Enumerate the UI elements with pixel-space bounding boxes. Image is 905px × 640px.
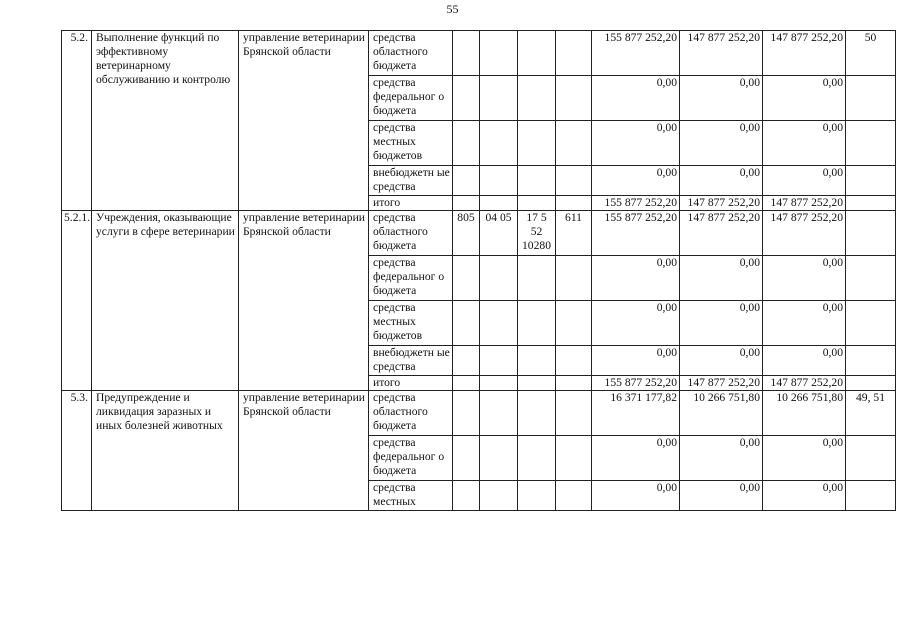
funding-source: средства местных xyxy=(369,481,453,511)
code-csr: 17 5 52 10280 xyxy=(518,211,556,256)
code-csr xyxy=(518,301,556,346)
table-row xyxy=(62,391,896,436)
amount-year-1: 0,00 xyxy=(592,76,680,121)
executor: управление ветеринарии Брянской области xyxy=(239,31,369,211)
amount-year-3: 147 877 252,20 xyxy=(763,196,846,211)
indicator-ref xyxy=(846,301,896,346)
code-grbs xyxy=(453,121,480,166)
amount-year-2: 0,00 xyxy=(680,346,763,376)
code-vr xyxy=(556,346,592,376)
amount-year-1: 0,00 xyxy=(592,481,680,511)
funding-source: внебюджетн ые средства xyxy=(369,346,453,376)
code-csr xyxy=(518,166,556,196)
code-rzpr xyxy=(480,301,518,346)
code-grbs xyxy=(453,166,480,196)
code-csr xyxy=(518,256,556,301)
amount-year-3: 0,00 xyxy=(763,436,846,481)
indicator-ref: 50 xyxy=(846,31,896,76)
amount-year-2: 147 877 252,20 xyxy=(680,196,763,211)
indicator-ref xyxy=(846,166,896,196)
code-vr xyxy=(556,256,592,301)
executor: управление ветеринарии Брянской области xyxy=(239,391,369,511)
code-grbs xyxy=(453,376,480,391)
code-csr xyxy=(518,121,556,166)
executor: управление ветеринарии Брянской области xyxy=(239,211,369,391)
code-vr xyxy=(556,376,592,391)
amount-year-1: 155 877 252,20 xyxy=(592,31,680,76)
amount-year-2: 0,00 xyxy=(680,256,763,301)
code-rzpr xyxy=(480,196,518,211)
indicator-ref xyxy=(846,196,896,211)
indicator-ref xyxy=(846,376,896,391)
funding-source: итого xyxy=(369,376,453,391)
amount-year-1: 0,00 xyxy=(592,121,680,166)
funding-source: средства федеральног о бюджета xyxy=(369,436,453,481)
amount-year-3: 0,00 xyxy=(763,346,846,376)
code-grbs xyxy=(453,76,480,121)
amount-year-3: 147 877 252,20 xyxy=(763,211,846,256)
code-rzpr xyxy=(480,346,518,376)
amount-year-3: 0,00 xyxy=(763,256,846,301)
funding-source: средства федеральног о бюджета xyxy=(369,76,453,121)
code-vr xyxy=(556,391,592,436)
amount-year-1: 0,00 xyxy=(592,436,680,481)
indicator-ref xyxy=(846,436,896,481)
amount-year-1: 16 371 177,82 xyxy=(592,391,680,436)
code-grbs: 805 xyxy=(453,211,480,256)
amount-year-2: 0,00 xyxy=(680,166,763,196)
code-csr xyxy=(518,31,556,76)
amount-year-2: 10 266 751,80 xyxy=(680,391,763,436)
code-csr xyxy=(518,391,556,436)
page-number: 55 xyxy=(446,2,459,16)
amount-year-3: 0,00 xyxy=(763,481,846,511)
code-rzpr xyxy=(480,166,518,196)
funding-source: средства местных бюджетов xyxy=(369,301,453,346)
amount-year-2: 0,00 xyxy=(680,301,763,346)
row-number: 5.2. xyxy=(62,31,92,211)
code-vr: 611 xyxy=(556,211,592,256)
code-csr xyxy=(518,196,556,211)
code-grbs xyxy=(453,301,480,346)
code-vr xyxy=(556,121,592,166)
code-csr xyxy=(518,76,556,121)
code-grbs xyxy=(453,31,480,76)
code-rzpr xyxy=(480,391,518,436)
code-vr xyxy=(556,481,592,511)
code-rzpr: 04 05 xyxy=(480,211,518,256)
code-grbs xyxy=(453,436,480,481)
funding-source: средства областного бюджета xyxy=(369,211,453,256)
code-rzpr xyxy=(480,256,518,301)
amount-year-2: 147 877 252,20 xyxy=(680,211,763,256)
code-rzpr xyxy=(480,481,518,511)
amount-year-3: 147 877 252,20 xyxy=(763,31,846,76)
row-number: 5.3. xyxy=(62,391,92,511)
amount-year-1: 0,00 xyxy=(592,301,680,346)
amount-year-2: 147 877 252,20 xyxy=(680,31,763,76)
amount-year-3: 10 266 751,80 xyxy=(763,391,846,436)
indicator-ref xyxy=(846,481,896,511)
code-vr xyxy=(556,301,592,346)
activity-name: Учреждения, оказывающие услуги в сфере ветеринарии xyxy=(92,211,239,391)
indicator-ref: 49, 51 xyxy=(846,391,896,436)
activity-name: Предупреждение и ликвидация заразных и иных болезней животных xyxy=(92,391,239,511)
amount-year-1: 155 877 252,20 xyxy=(592,211,680,256)
code-rzpr xyxy=(480,436,518,481)
code-csr xyxy=(518,436,556,481)
code-vr xyxy=(556,166,592,196)
funding-source: средства федеральног о бюджета xyxy=(369,256,453,301)
table-row xyxy=(62,31,896,76)
funding-source: средства областного бюджета xyxy=(369,391,453,436)
code-vr xyxy=(556,31,592,76)
indicator-ref xyxy=(846,346,896,376)
amount-year-2: 0,00 xyxy=(680,76,763,121)
budget-table xyxy=(61,30,896,511)
funding-source: средства областного бюджета xyxy=(369,31,453,76)
amount-year-1: 0,00 xyxy=(592,166,680,196)
amount-year-2: 147 877 252,20 xyxy=(680,376,763,391)
amount-year-3: 0,00 xyxy=(763,166,846,196)
code-grbs xyxy=(453,196,480,211)
code-rzpr xyxy=(480,121,518,166)
indicator-ref xyxy=(846,256,896,301)
code-rzpr xyxy=(480,31,518,76)
code-grbs xyxy=(453,346,480,376)
amount-year-1: 0,00 xyxy=(592,346,680,376)
code-vr xyxy=(556,436,592,481)
code-csr xyxy=(518,376,556,391)
amount-year-1: 0,00 xyxy=(592,256,680,301)
code-csr xyxy=(518,481,556,511)
funding-source: внебюджетн ые средства xyxy=(369,166,453,196)
amount-year-1: 155 877 252,20 xyxy=(592,196,680,211)
code-grbs xyxy=(453,481,480,511)
table-row xyxy=(62,211,896,256)
funding-source: итого xyxy=(369,196,453,211)
amount-year-3: 0,00 xyxy=(763,76,846,121)
activity-name: Выполнение функций по эффективному ветеринарному обслуживанию и контролю xyxy=(92,31,239,211)
indicator-ref xyxy=(846,121,896,166)
funding-source: средства местных бюджетов xyxy=(369,121,453,166)
code-grbs xyxy=(453,256,480,301)
amount-year-2: 0,00 xyxy=(680,481,763,511)
indicator-ref xyxy=(846,211,896,256)
code-rzpr xyxy=(480,376,518,391)
amount-year-2: 0,00 xyxy=(680,436,763,481)
amount-year-3: 147 877 252,20 xyxy=(763,376,846,391)
amount-year-3: 0,00 xyxy=(763,121,846,166)
code-vr xyxy=(556,196,592,211)
indicator-ref xyxy=(846,76,896,121)
code-grbs xyxy=(453,391,480,436)
code-csr xyxy=(518,346,556,376)
amount-year-2: 0,00 xyxy=(680,121,763,166)
code-vr xyxy=(556,76,592,121)
amount-year-1: 155 877 252,20 xyxy=(592,376,680,391)
row-number: 5.2.1. xyxy=(62,211,92,391)
code-rzpr xyxy=(480,76,518,121)
amount-year-3: 0,00 xyxy=(763,301,846,346)
